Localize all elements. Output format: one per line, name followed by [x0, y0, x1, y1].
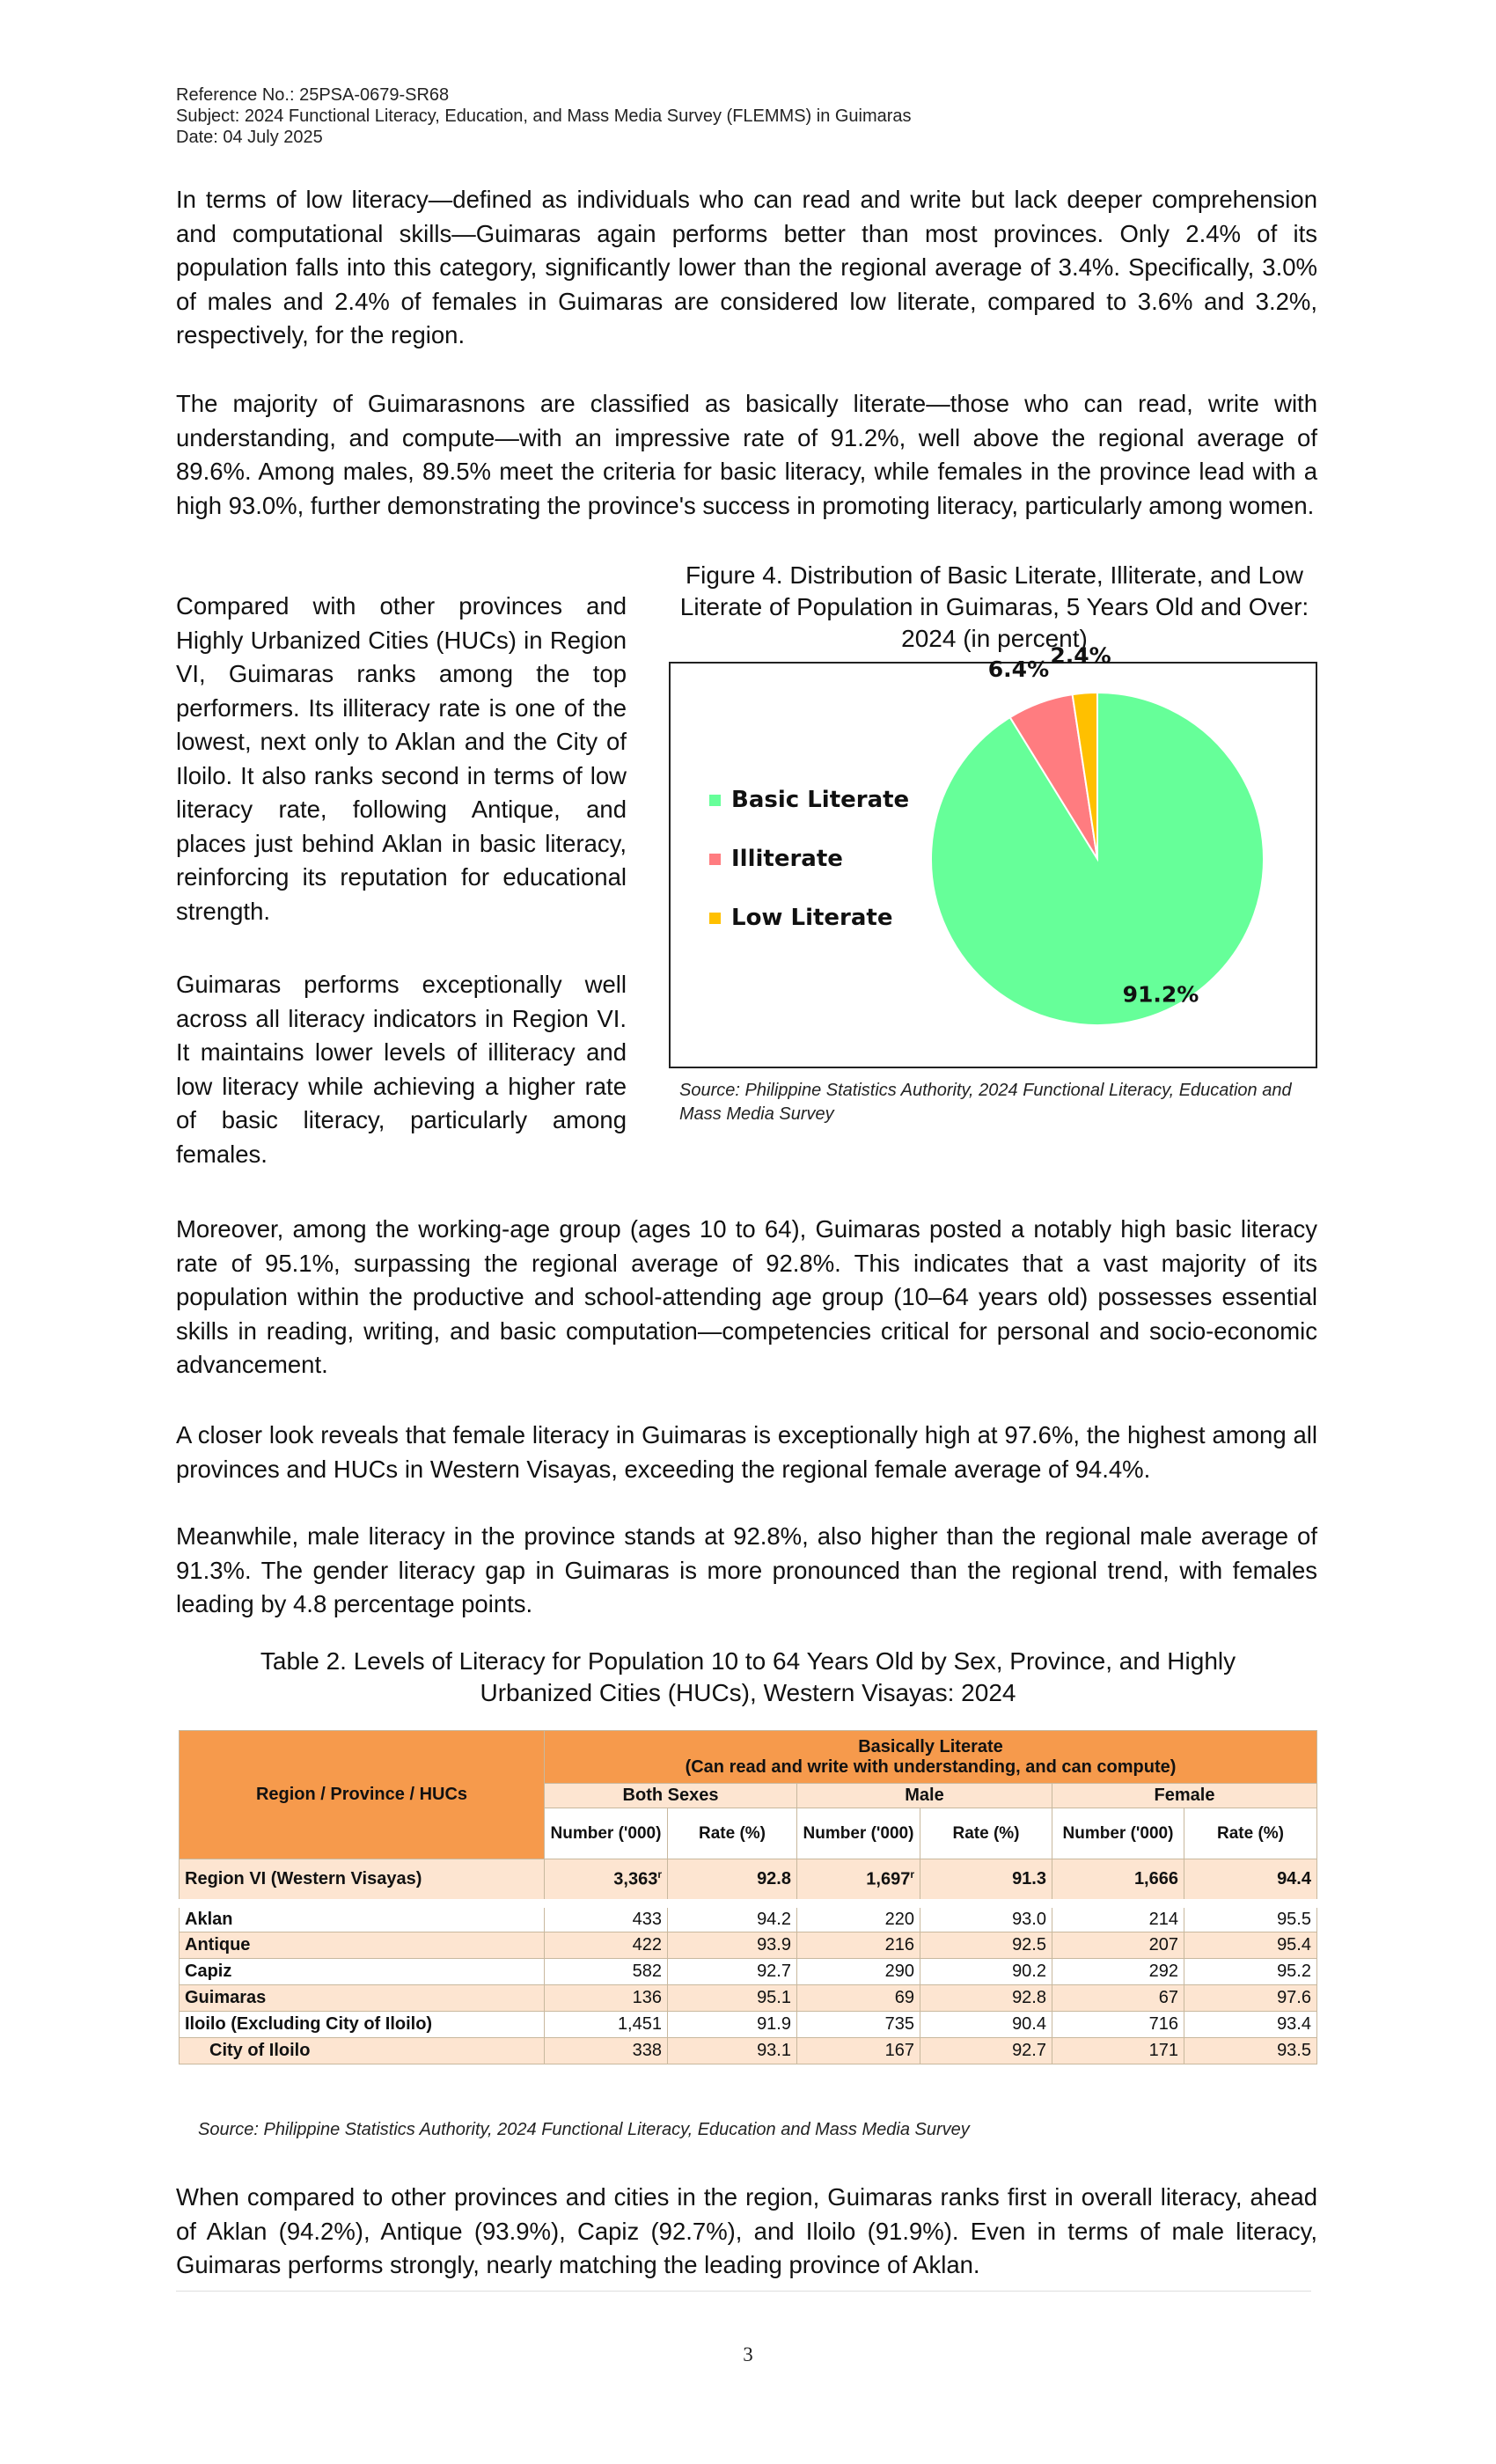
table-cell-female-rate: 95.5	[1184, 1903, 1317, 1932]
table-header-region: Region / Province / HUCs	[180, 1731, 545, 1859]
table-source: Source: Philippine Statistics Authority, 2024 Functional Literacy, Education and Mass Media Survey	[198, 2120, 970, 2139]
table-cell-both-number: 422	[545, 1932, 668, 1958]
legend-item-low-literate	[709, 905, 892, 931]
table-cell-both-number: 433	[545, 1903, 668, 1932]
paragraph-female-literacy: A closer look reveals that female literacy in Guimaras is exceptionally high at 97.6%, the highest among all provinces and HUCs in Western Visayas, exceeding the regional female average of 94.4%.	[176, 1421, 1317, 1483]
table-cell-female-number: 67	[1052, 1984, 1184, 2011]
legend-item-illiterate	[709, 846, 843, 872]
paragraph-ranking: When compared to other provinces and cities in the region, Guimaras ranks first in overall literacy, ahead of Aklan (94.2%), Antique (93.9%), Capiz (92.7%), and Iloilo (91.9%). Even in terms of male literacy, Guimaras performs strongly, nearly matching the leading province of Aklan.	[176, 2183, 1317, 2278]
table-header-rate: Rate (%)	[920, 1808, 1052, 1859]
table-cell-female-rate: 94.4	[1184, 1859, 1317, 1903]
table-cell-male-rate: 90.4	[920, 2011, 1052, 2037]
paragraph-comparison: Compared with other provinces and Highly Urbanized Cities (HUCs) in Region VI, Guimaras ranks among the top performers. Its illiteracy rate is one of the lowest, next only to Aklan and the City of Iloilo. It also ranks second in terms of low literacy rate, following Antique, and places just behind Aklan in basic literacy, reinforcing its reputation for educational strength.	[176, 592, 627, 925]
table-header-rate: Rate (%)	[1184, 1808, 1317, 1859]
table-cell-both-number: 136	[545, 1984, 668, 2011]
table-header-number: Number ('000)	[1052, 1808, 1184, 1859]
legend-label-low-literate: Low Literate	[731, 905, 893, 931]
table-header-basically-literate: Basically Literate	[858, 1736, 1003, 1756]
table-header-number: Number ('000)	[545, 1808, 668, 1859]
pie-label-basic-literate: 91.2%	[1122, 981, 1199, 1008]
figure-title: Figure 4. Distribution of Basic Literate, Illiterate, and Low Literate of Population in Guimaras, 5 Years Old and Over: 2024 (in percent)	[679, 561, 1309, 652]
figure-source: Source: Philippine Statistics Authority, 2024 Functional Literacy, Education and Mass Media Survey	[679, 1081, 1292, 1124]
paragraph-performance: Guimaras performs exceptionally well across all literacy indicators in Region VI. It maintains lower levels of illiteracy and low literacy while achieving a higher rate of basic literacy, particularly among females.	[176, 971, 627, 1168]
table-cell-male-number: 167	[797, 2037, 920, 2064]
page-number: 3	[743, 2343, 753, 2365]
table-cell-both-rate: 92.8	[668, 1859, 797, 1903]
table-cell-female-rate: 93.4	[1184, 2011, 1317, 2037]
table-cell-male-number: 216	[797, 1932, 920, 1958]
table-cell-name: Antique	[180, 1932, 545, 1958]
table-row	[180, 2011, 1317, 2037]
literacy-table	[179, 1730, 1316, 2064]
table-cell-male-number: 290	[797, 1958, 920, 1984]
table-row	[180, 1984, 1317, 2011]
table-cell-both-number: 582	[545, 1958, 668, 1984]
table-cell-female-rate: 93.5	[1184, 2037, 1317, 2064]
legend-swatch-basic-literate	[709, 795, 721, 806]
table-cell-male-rate: 93.0	[920, 1903, 1052, 1932]
table-cell-both-rate: 92.7	[668, 1958, 797, 1984]
table-cell-female-number: 1,666	[1052, 1859, 1184, 1903]
table-header-female: Female	[1052, 1784, 1317, 1808]
subject-line: Subject: 2024 Functional Literacy, Education, and Mass Media Survey (FLEMMS) in Guimaras	[176, 106, 912, 126]
table-cell-male-number: 735	[797, 2011, 920, 2037]
table-header-both-sexes: Both Sexes	[545, 1784, 797, 1808]
pie-chart	[669, 642, 1317, 1068]
table-cell-name: Aklan	[180, 1903, 545, 1932]
legend-item-basic-literate	[709, 787, 909, 813]
table-cell-name: City of Iloilo	[180, 2037, 545, 2064]
table-cell-both-rate: 91.9	[668, 2011, 797, 2037]
legend-label-illiterate: Illiterate	[731, 846, 843, 872]
table-cell-name: Capiz	[180, 1958, 545, 1984]
table-row	[180, 1958, 1317, 1984]
table-cell-name: Region VI (Western Visayas)	[180, 1859, 545, 1903]
table-cell-female-number: 716	[1052, 2011, 1184, 2037]
table-row	[180, 2037, 1317, 2064]
table-cell-female-number: 292	[1052, 1958, 1184, 1984]
table-cell-female-number: 171	[1052, 2037, 1184, 2064]
footer-divider	[176, 2291, 1311, 2292]
table-cell-female-number: 207	[1052, 1932, 1184, 1958]
table-row	[180, 1903, 1317, 1932]
table-cell-male-number: 220	[797, 1903, 920, 1932]
table-cell-male-rate: 90.2	[920, 1958, 1052, 1984]
paragraph-basic-literacy: The majority of Guimarasnons are classified as basically literate—those who can read, write with understanding, and compute—with an impressive rate of 91.2%, well above the regional average of 89.6%. Among males, 89.5% meet the criteria for basic literacy, while females in the province lead with a high 93.0%, further demonstrating the province's success in promoting literacy, particularly among women.	[176, 390, 1317, 519]
table-header-rate: Rate (%)	[668, 1808, 797, 1859]
table-cell-both-number: 1,451	[545, 2011, 668, 2037]
table-cell-male-rate: 91.3	[920, 1859, 1052, 1903]
table-cell-female-rate: 95.4	[1184, 1932, 1317, 1958]
table-row	[180, 1932, 1317, 1958]
legend-swatch-low-literate	[709, 913, 721, 924]
table-cell-both-number: 338	[545, 2037, 668, 2064]
reference-number: Reference No.: 25PSA-0679-SR68	[176, 85, 450, 105]
table-header-number: Number ('000)	[797, 1808, 920, 1859]
paragraph-working-age: Moreover, among the working-age group (ages 10 to 64), Guimaras posted a notably high basic literacy rate of 95.1%, surpassing the regional average of 92.8%. This indicates that a vast majority of its population within the productive and school-attending age group (10–64 years old) possesses essential skills in reading, writing, and basic computation—competencies critical for personal and socio-economic advancement.	[176, 1215, 1317, 1378]
table-cell-both-rate: 95.1	[668, 1984, 797, 2011]
table-cell-female-number: 214	[1052, 1903, 1184, 1932]
table-cell-female-rate: 95.2	[1184, 1958, 1317, 1984]
document-header	[176, 84, 912, 148]
table-cell-male-number: 1,697$^r$	[797, 1859, 920, 1903]
table-row-region	[180, 1859, 1317, 1903]
table-cell-male-number: 69	[797, 1984, 920, 2011]
table-header-group	[545, 1731, 1317, 1784]
revised-superscript: r	[657, 1867, 662, 1881]
table-title: Table 2. Levels of Literacy for Population 10 to 64 Years Old by Sex, Province, and Highly Urbanized Cities (HUCs), Western Visayas: 2024	[260, 1647, 1236, 1706]
table-cell-male-rate: 92.5	[920, 1932, 1052, 1958]
pie-label-illiterate: 6.4%	[987, 656, 1050, 682]
table-cell-both-number: 3,363$^r$	[545, 1859, 668, 1903]
table-header-group-description: (Can read and write with understanding, and can compute)	[685, 1756, 1177, 1777]
revised-superscript: r	[910, 1867, 914, 1881]
table-cell-both-rate: 93.9	[668, 1932, 797, 1958]
legend-swatch-illiterate	[709, 854, 721, 865]
pie-label-low-literate: 2.4%	[1050, 642, 1111, 669]
table-cell-name: Guimaras	[180, 1984, 545, 2011]
table-cell-male-rate: 92.7	[920, 2037, 1052, 2064]
paragraph-male-literacy: Meanwhile, male literacy in the province stands at 92.8%, also higher than the regional male average of 91.3%. The gender literacy gap in Guimaras is more pronounced than the regional trend, with females leading by 4.8 percentage points.	[176, 1522, 1317, 1617]
table-cell-male-rate: 92.8	[920, 1984, 1052, 2011]
date-line: Date: 04 July 2025	[176, 128, 323, 147]
table-cell-female-rate: 97.6	[1184, 1984, 1317, 2011]
table-cell-name: Iloilo (Excluding City of Iloilo)	[180, 2011, 545, 2037]
table-cell-both-rate: 93.1	[668, 2037, 797, 2064]
legend-label-basic-literate: Basic Literate	[731, 787, 910, 813]
table-cell-both-rate: 94.2	[668, 1903, 797, 1932]
paragraph-low-literacy: In terms of low literacy—defined as individuals who can read and write but lack deeper comprehension and computational skills—Guimaras again performs better than most provinces. Only 2.4% of its population falls into this category, significantly lower than the regional average of 3.4%. Specifically, 3.0% of males and 2.4% of females in Guimaras are considered low literate, compared to 3.6% and 3.2%, respectively, for the region.	[176, 186, 1317, 348]
table-header-male: Male	[797, 1784, 1052, 1808]
